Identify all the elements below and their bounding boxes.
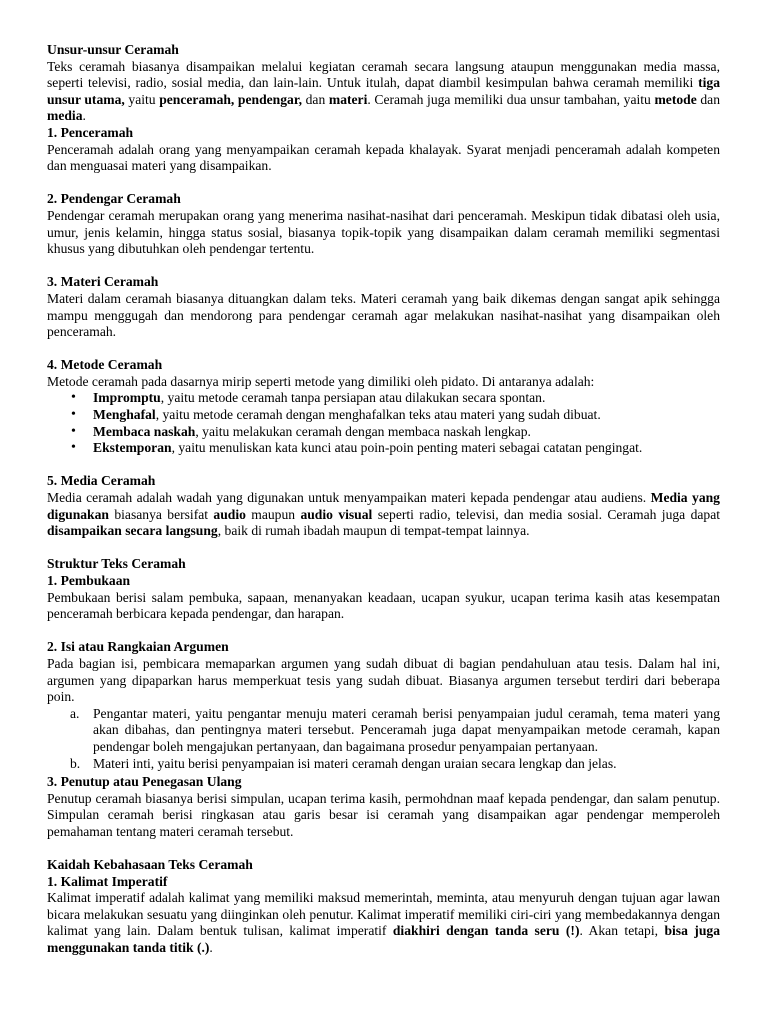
text-run: seperti radio, televisi, dan media sosial. Ceramah juga dapat bbox=[372, 506, 721, 522]
text-run: , baik di rumah ibadah maupun di tempat-tempat lainnya. bbox=[217, 523, 530, 539]
list-text: Materi inti, yaitu berisi penyampaian isi materi ceramah dengan uraian secara lengkap dan jelas. bbox=[93, 755, 617, 771]
list-term: Membaca naskah bbox=[93, 423, 196, 439]
heading-imperatif: 1. Kalimat Imperatif bbox=[47, 873, 168, 889]
text-run: . Akan tetapi, bbox=[579, 923, 665, 939]
bold-run: media bbox=[47, 108, 83, 124]
bold-run: materi bbox=[328, 91, 368, 107]
paragraph-isi: Pada bagian isi, pembicara memaparkan argumen yang sudah dibuat di bagian pendahuluan atau tesis. Dalam hal ini, argumen yang dipaparkan harus memperkuat tesis yang sudah dibuat. Biasanya argumen tersebut terdiri dari beberapa poin. bbox=[47, 655, 720, 705]
paragraph-penceramah: Penceramah adalah orang yang menyampaikan ceramah kepada khalayak. Syarat menjadi penceramah adalah kompeten dan menguasai materi yang disampaikan. bbox=[47, 141, 720, 174]
metode-list bbox=[47, 390, 720, 456]
bold-run: metode bbox=[654, 91, 697, 107]
bold-run: bisa juga menggunakan tanda titik (.) bbox=[47, 923, 720, 956]
bold-run: disampaikan secara langsung bbox=[47, 523, 218, 539]
list-term: Ekstemporan bbox=[93, 440, 172, 456]
list-desc: , yaitu menuliskan kata kunci atau poin-poin penting materi sebagai catatan pengingat. bbox=[171, 440, 643, 456]
heading-metode: 4. Metode Ceramah bbox=[47, 357, 163, 373]
isi-list bbox=[47, 706, 720, 772]
list-desc: , yaitu melakukan ceramah dengan membaca naskah lengkap. bbox=[195, 423, 531, 439]
list-term: Menghafal bbox=[93, 407, 156, 423]
paragraph-metode: Metode ceramah pada dasarnya mirip seperti metode yang dimiliki oleh pidato. Di antaranya adalah: bbox=[47, 373, 595, 389]
list-desc: , yaitu metode ceramah tanpa persiapan atau dilakukan secara spontan. bbox=[160, 390, 546, 406]
bold-run: Media yang digunakan bbox=[47, 490, 720, 522]
list-marker: a. bbox=[70, 705, 80, 721]
paragraph-imperatif bbox=[47, 890, 720, 956]
bold-run: tiga unsur utama, bbox=[47, 75, 720, 107]
paragraph-materi: Materi dalam ceramah biasanya dituangkan dalam teks. Materi ceramah yang baik dikemas dengan sangat apik sehingga mampu menggugah dan mendorong para pendengar ceramah agar melakukan nasihat-nasihat yang disampaikan oleh penceramah. bbox=[47, 290, 720, 340]
heading-materi: 3. Materi Ceramah bbox=[47, 274, 159, 290]
list-item bbox=[47, 440, 720, 457]
heading-penutup: 3. Penutup atau Penegasan Ulang bbox=[47, 774, 242, 790]
list-marker: b. bbox=[70, 755, 81, 771]
text-run: Teks ceramah biasanya disampaikan melalui kegiatan ceramah secara langsung ataupun menggunakan media massa, seperti televisi, radio, sosial media, dan lain-lain. Untuk itulah, dapat diambil kesimpulan bahwa ceramah memiliki bbox=[47, 58, 720, 91]
text-run: yaitu bbox=[124, 91, 160, 107]
heading-media: 5. Media Ceramah bbox=[47, 473, 156, 489]
heading-penceramah: 1. Penceramah bbox=[47, 124, 134, 140]
heading-pembukaan: 1. Pembukaan bbox=[47, 573, 131, 588]
bold-run: penceramah, pendengar, bbox=[159, 91, 303, 107]
list-term: Impromptu bbox=[93, 390, 161, 406]
section-title-kaidah: Kaidah Kebahasaan Teks Ceramah bbox=[47, 857, 253, 873]
paragraph-media bbox=[47, 490, 720, 540]
list-item bbox=[47, 390, 720, 407]
section-title-unsur: Unsur-unsur Ceramah bbox=[47, 42, 179, 57]
list-desc: , yaitu metode ceramah dengan menghafalkan teks atau materi yang sudah dibuat. bbox=[155, 407, 601, 423]
list-text: Pengantar materi, yaitu pengantar menuju materi ceramah berisi penyampaian judul ceramah, tema materi yang akan dibahas, dan pentingnya materi tersebut. Penceramah juga dapat menyampaikan metode ceramah, kapan pendengar boleh mengajukan pertanyaan, dan bagaimana prosedur penyampaian pertanyaan. bbox=[93, 705, 720, 754]
intro-paragraph bbox=[47, 59, 720, 125]
list-item bbox=[47, 407, 720, 424]
text-run: . Ceramah juga memiliki dua unsur tambahan, yaitu bbox=[367, 91, 655, 107]
text-run: maupun bbox=[245, 506, 301, 522]
document-page bbox=[47, 42, 720, 957]
text-run: . bbox=[209, 940, 213, 956]
paragraph-penutup: Penutup ceramah biasanya berisi simpulan, ucapan terima kasih, permohdnan maaf kepada pendengar, dan salam penutup. Simpulan ceramah berisi ringkasan atau garis besar isi ceramah yang disampaikan agar pendengar memperoleh pemahaman tentang materi ceramah tersebut. bbox=[47, 790, 720, 839]
heading-isi: 2. Isi atau Rangkaian Argumen bbox=[47, 639, 229, 655]
list-item bbox=[47, 706, 720, 756]
text-run: Kalimat imperatif adalah kalimat yang memiliki maksud memerintah, meminta, atau menyuruh dengan tujuan agar lawan bicara melakukan sesuatu yang diinginkan oleh penutur. Kalimat imperatif memiliki ciri-ciri yang membedakannya dengan kalimat yang lain. Dalam bentuk tulisan, kalimat imperatif bbox=[47, 890, 720, 939]
text-run: biasanya bersifat bbox=[108, 506, 214, 522]
list-item bbox=[47, 424, 720, 441]
bold-run: diakhiri dengan tanda seru (!) bbox=[392, 923, 580, 939]
heading-pendengar: 2. Pendengar Ceramah bbox=[47, 191, 181, 207]
text-run: dan bbox=[696, 91, 720, 107]
paragraph-pembukaan: Pembukaan berisi salam pembuka, sapaan, menanyakan keadaan, ucapan syukur, ucapan terima kasih atas kesempatan penceramah berbicara kepada pendengar, dan harapan. bbox=[47, 589, 720, 622]
bold-run: audio bbox=[213, 506, 246, 522]
text-run: . bbox=[82, 108, 86, 124]
section-title-struktur: Struktur Teks Ceramah bbox=[47, 556, 186, 572]
bold-run: audio visual bbox=[300, 506, 373, 522]
text-run: dan bbox=[302, 91, 329, 107]
text-run: Media ceramah adalah wadah yang digunakan untuk menyampaikan materi kepada pendengar atau audiens. bbox=[47, 490, 651, 506]
list-item bbox=[47, 756, 720, 773]
paragraph-pendengar: Pendengar ceramah merupakan orang yang menerima nasihat-nasihat dari penceramah. Meskipun tidak dibatasi oleh usia, umur, jenis kelamin, hingga status sosial, biasanya topik-topik yang disampaikan dalam ceramah memiliki segmentasi khusus yang dibutuhkan oleh pendengar tertentu. bbox=[47, 207, 720, 257]
